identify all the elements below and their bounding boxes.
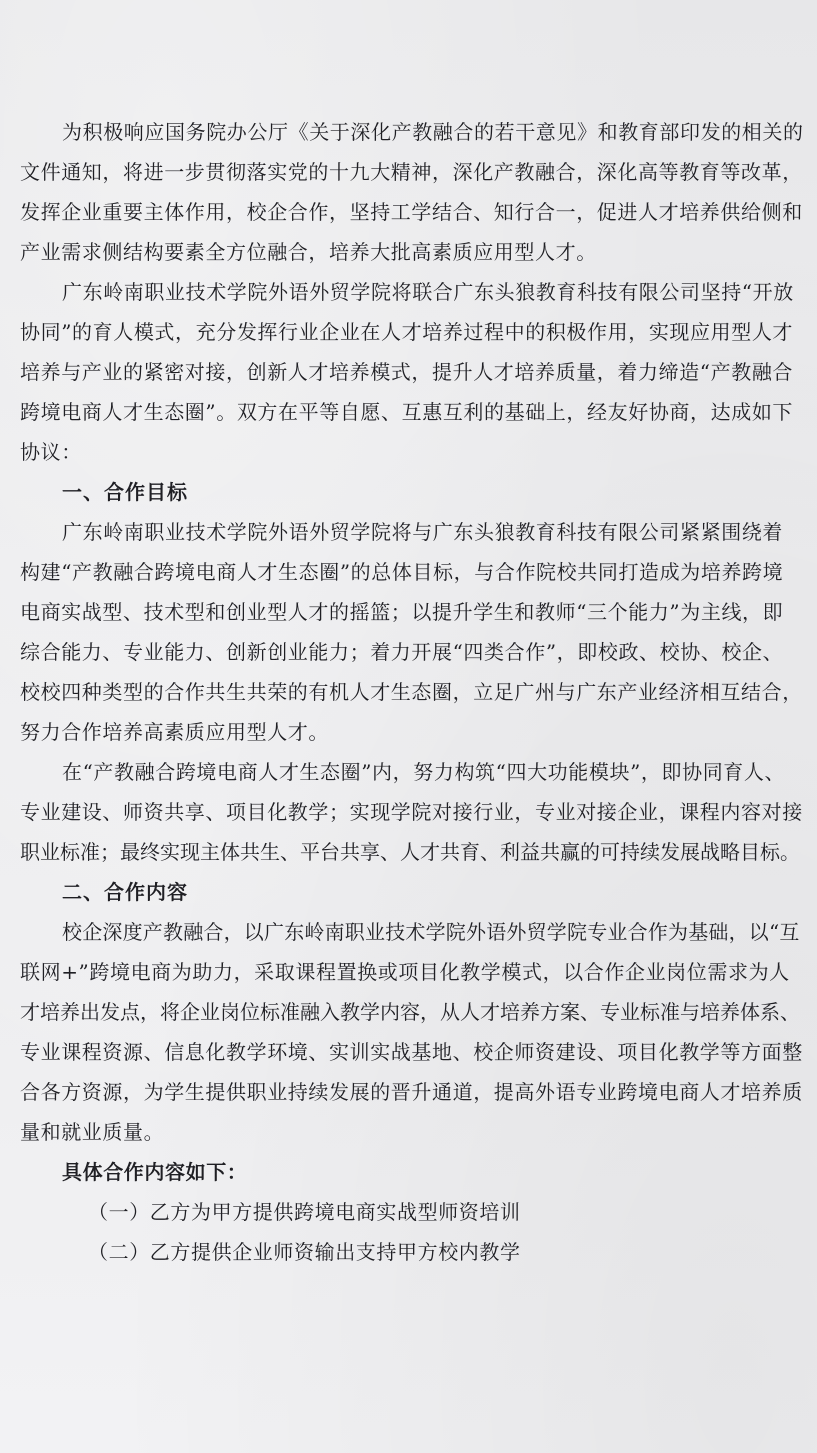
text-line: 协同”的育人模式，充分发挥行业企业在人才培养过程中的积极作用，实现应用型人才 [20,320,794,344]
text-line: 电商实战型、技术型和创业型人才的摇篮；以提升学生和教师“三个能力”为主线，即 [20,600,784,624]
text-line: 产业需求侧结构要素全方位融合，培养大批高素质应用型人才。 [20,240,597,264]
document-body [20,112,805,1272]
section-1-paragraph-1 [20,512,805,752]
text-line: 协议： [20,440,82,464]
text-line: 量和就业质量。 [20,1120,165,1144]
text-line: 跨境电商人才生态圈”。双方在平等自愿、互惠互利的基础上，经友好协商，达成如下 [20,400,794,424]
text-line: 构建“产教融合跨境电商人才生态圈”的总体目标，与合作院校共同打造成为培养跨境 [20,560,784,584]
specific-content-heading: 具体合作内容如下： [62,1160,248,1184]
text-line: 为积极响应国务院办公厅《关于深化产教融合的若干意见》和教育部印发的相关的 [62,120,804,144]
text-line: 广东岭南职业技术学院外语外贸学院将联合广东头狼教育科技有限公司坚持“开放 [62,280,794,304]
section-1-paragraph-2 [20,752,805,872]
text-line: 文件通知，将进一步贯彻落实党的十九大精神，深化产教融合，深化高等教育等改革， [20,160,803,184]
section-heading: 一、合作目标 [62,480,188,504]
item-list [20,1192,805,1272]
text-line: 合各方资源，为学生提供职业持续发展的晋升通道，提高外语专业跨境电商人才培养质 [20,1080,803,1104]
section-heading: 二、合作内容 [62,880,188,904]
list-item: （一）乙方为甲方提供跨境电商实战型师资培训 [88,1200,521,1224]
text-line: 发挥企业重要主体作用，校企合作，坚持工学结合、知行合一，促进人才培养供给侧和 [20,200,803,224]
text-line: 专业课程资源、信息化教学环境、实训实战基地、校企师资建设、项目化教学等方面整 [20,1040,803,1064]
text-line: 努力合作培养高素质应用型人才。 [20,720,329,744]
section-2-paragraph [20,912,805,1152]
text-line: 培养与产业的紧密对接，创新人才培养模式，提升人才培养质量，着力缔造“产教融合 [20,360,794,384]
text-line: 才培养出发点，将企业岗位标准融入教学内容，从人才培养方案、专业标准与培养体系、 [20,1000,800,1024]
parties-paragraph [20,272,805,472]
text-line: 联网+”跨境电商为助力，采取课程置换或项目化教学模式，以合作企业岗位需求为人 [20,960,790,984]
text-line: 校校四种类型的合作共生共荣的有机人才生态圈，立足广州与广东产业经济相互结合， [20,680,803,704]
text-line: 校企深度产教融合，以广东岭南职业技术学院外语外贸学院专业合作为基础，以“互 [62,920,800,944]
list-item: （二）乙方提供企业师资输出支持甲方校内教学 [88,1240,521,1264]
text-line: 在“产教融合跨境电商人才生态圈”内，努力构筑“四大功能模块”，即协同育人、 [62,760,786,784]
text-line: 专业建设、师资共享、项目化教学；实现学院对接行业，专业对接企业，课程内容对接 [20,800,803,824]
text-line: 职业标准；最终实现主体共生、平台共享、人才共育、利益共赢的可持续发展战略目标。 [20,840,800,864]
intro-paragraph [20,112,805,272]
text-line: 广东岭南职业技术学院外语外贸学院将与广东头狼教育科技有限公司紧紧围绕着 [62,520,783,544]
text-line: 综合能力、专业能力、创新创业能力；着力开展“四类合作”，即校政、校协、校企、 [20,640,784,664]
